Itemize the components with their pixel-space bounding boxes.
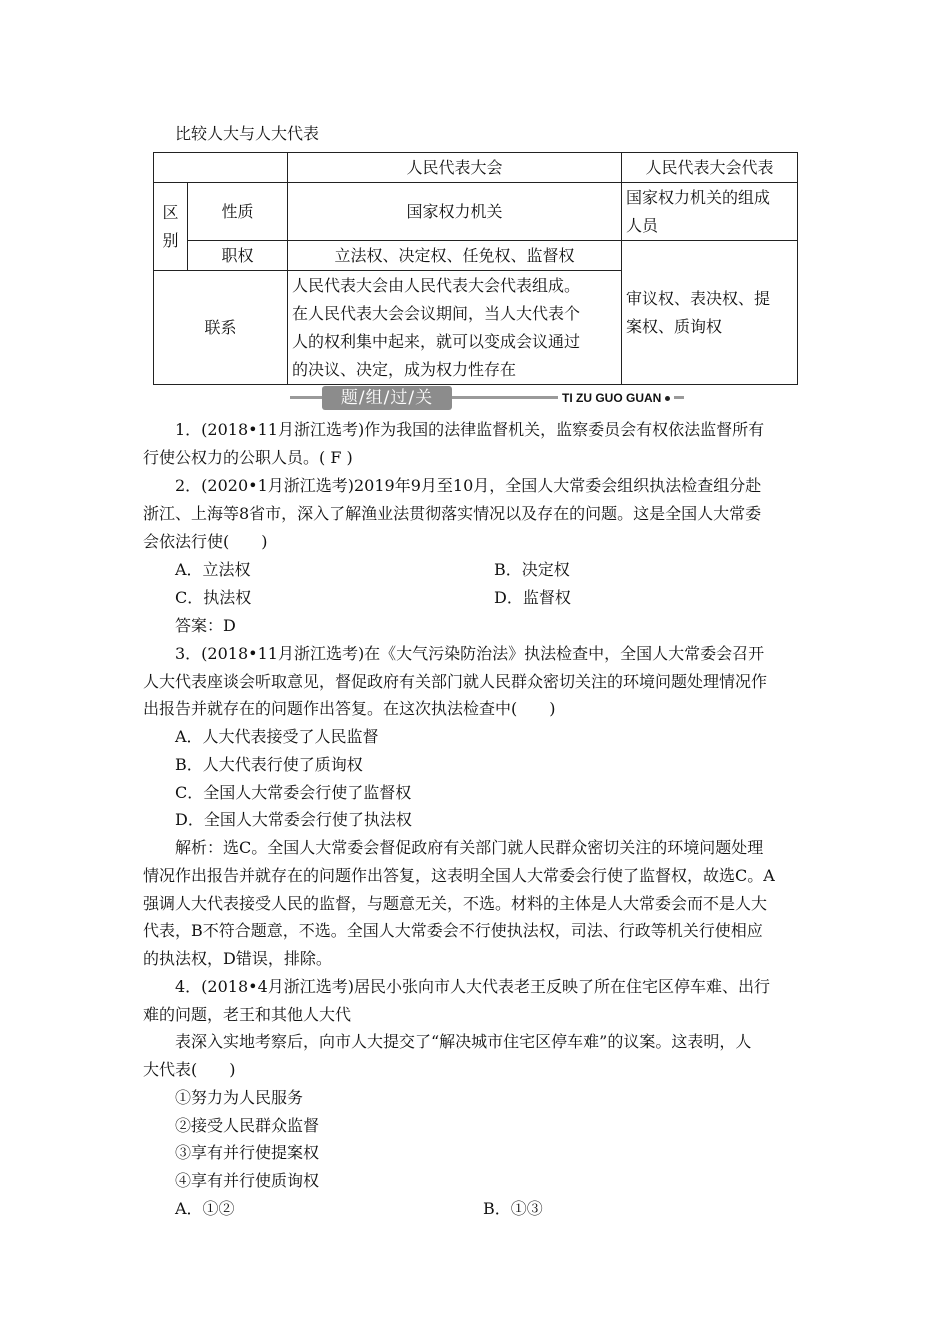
q4-item-4: ④享有并行使质询权 <box>175 1171 320 1190</box>
q3-explanation-line4: 代表，B不符合题意，不选。全国人大常委会不行使执法权，司法、行政等机关行使相应 <box>143 921 763 940</box>
q3-explanation-line5: 的执法权，D错误，排除。 <box>143 949 332 968</box>
q2-line3: 会依法行使( ) <box>143 532 268 551</box>
q3-option-b: B．人大代表行使了质询权 <box>175 755 363 774</box>
q4-line1: 4．(2018•4月浙江选考)居民小张向市人大代表老王反映了所在住宅区停车难、出行 <box>175 977 771 996</box>
cell-congress-nature: 国家权力机关 <box>288 183 622 241</box>
q1-line1: 1．(2018•11月浙江选考)作为我国的法律监督机关，监察委员会有权依法监督所有 <box>175 420 765 439</box>
table-corner-cell <box>154 153 288 183</box>
q3-line1: 3．(2018•11月浙江选考)在《大气污染防治法》执法检查中，全国人大常委会召开 <box>175 644 765 663</box>
section-intro: 比较人大与人大代表 <box>175 124 320 143</box>
q2-option-d: D．监督权 <box>494 588 571 607</box>
q4-line3: 表深入实地考察后，向市人大提交了“解决城市住宅区停车难”的议案。这表明，人 <box>175 1032 752 1051</box>
q4-option-a: A．①② <box>175 1199 235 1218</box>
q3-line3: 出报告并就存在的问题作出答复。在这次执法检查中( ) <box>143 699 556 718</box>
q4-item-3: ③享有并行使提案权 <box>175 1143 320 1162</box>
comparison-table <box>153 152 798 385</box>
q3-option-d: D．全国人大常委会行使了执法权 <box>175 810 412 829</box>
cell-deputy-nature: 国家权力机关的组成 人员 <box>622 183 798 241</box>
q3-explanation-line3: 强调人大代表接受人民的监督，与题意无关，不选。材料的主体是人大常委会而不是人大 <box>143 894 768 913</box>
section-banner <box>290 386 684 410</box>
header-congress: 人民代表大会 <box>288 153 622 183</box>
bullet-dot-icon <box>665 396 670 401</box>
q3-option-a: A．人大代表接受了人民监督 <box>175 727 379 746</box>
cell-congress-powers: 立法权、决定权、任免权、监督权 <box>288 241 622 271</box>
row-label-relation: 联系 <box>154 271 288 385</box>
banner-subtitle: TI ZU GUO GUAN <box>558 388 674 408</box>
q4-item-2: ②接受人民群众监督 <box>175 1116 320 1135</box>
header-deputy: 人民代表大会代表 <box>622 153 798 183</box>
q3-explanation-line2: 情况作出报告并就存在的问题作出答复，这表明全国人大常委会行使了监督权，故选C。A <box>143 866 775 885</box>
q3-explanation-line1: 解析：选C。全国人大常委会督促政府有关部门就人民群众密切关注的环境问题处理 <box>175 838 764 857</box>
row-label-nature: 性质 <box>188 183 288 241</box>
banner-title: 题/组/过/关 <box>322 386 452 410</box>
q4-line2: 难的问题，老王和其他人大代 <box>143 1005 352 1024</box>
q1-line2: 行使公权力的公职人员。( F ) <box>143 448 353 467</box>
q2-option-b: B．决定权 <box>494 560 570 579</box>
q4-item-1: ①努力为人民服务 <box>175 1088 304 1107</box>
q3-line2: 人大代表座谈会听取意见，督促政府有关部门就人民群众密切关注的环境问题处理情况作 <box>143 672 768 691</box>
row-label-powers: 职权 <box>188 241 288 271</box>
q2-option-a: A．立法权 <box>175 560 251 579</box>
q3-option-c: C．全国人大常委会行使了监督权 <box>175 783 412 802</box>
group-label-difference: 区 别 <box>154 183 188 271</box>
q2-answer: 答案：D <box>175 616 236 635</box>
q2-option-c: C．执法权 <box>175 588 252 607</box>
q2-line2: 浙江、上海等8省市，深入了解渔业法贯彻落实情况以及存在的问题。这是全国人大常委 <box>143 504 762 523</box>
q4-option-b: B．①③ <box>483 1199 543 1218</box>
cell-relation: 人民代表大会由人民代表大会代表组成。 在人民代表大会会议期间，当人大代表个 人的权利集中起来，就可以变成会议通过 的决议、决定，成为权力性存在 <box>288 271 622 385</box>
cell-deputy-powers: 审议权、表决权、提 案权、质询权 <box>622 241 798 385</box>
q2-line1: 2．(2020•1月浙江选考)2019年9月至10月，全国人大常委会组织执法检查组分赴 <box>175 476 762 495</box>
q4-line4: 大代表( ) <box>143 1060 236 1079</box>
